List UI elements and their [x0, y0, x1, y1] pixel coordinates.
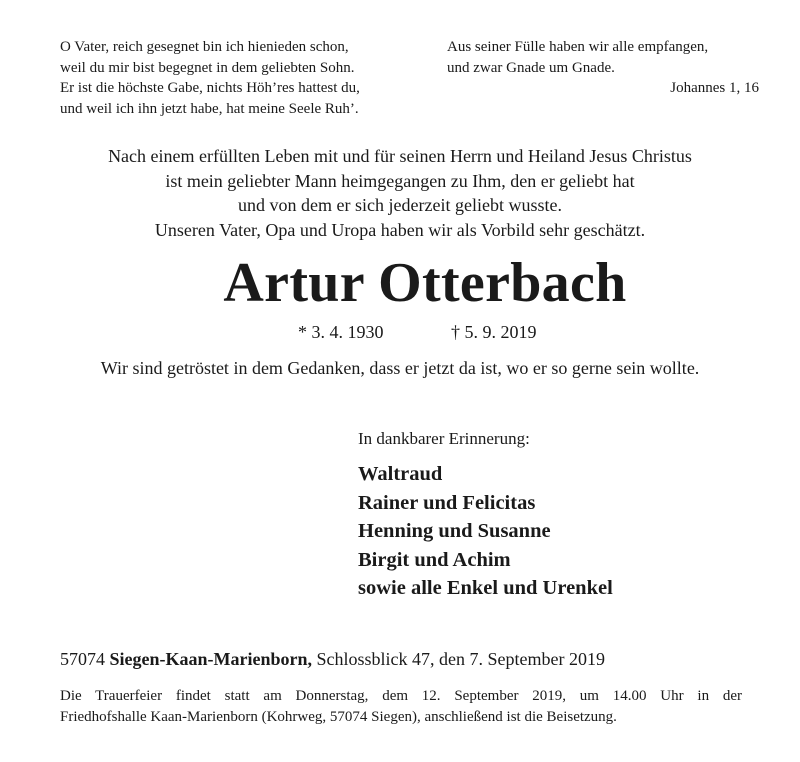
verse-line: Aus seiner Fülle haben wir alle empfangen, — [447, 39, 709, 55]
verse-line: und zwar Gnade um Gnade. — [447, 59, 615, 76]
funeral-line: Friedhofshalle Kaan-Marienborn (Kohrweg, 57074 Siegen), anschließend ist die Beisetzung. — [60, 708, 617, 725]
verse-line: weil du mir bist begegnet in dem geliebten Sohn. — [60, 59, 355, 76]
comfort-text: Wir sind getröstet in dem Gedanken, dass er jetzt da ist, wo er so gerne sein wollte. — [100, 358, 700, 378]
place-and-date — [60, 647, 605, 671]
birth-date: * 3. 4. 1930 — [298, 322, 384, 342]
intro-line: Nach einem erfüllten Leben mit und für seinen Herrn und Heiland Jesus Christus — [108, 146, 692, 166]
mourner-name: Birgit und Achim — [358, 548, 511, 571]
mourner-name: Henning und Susanne — [358, 520, 551, 542]
intro-line: ist mein geliebter Mann heimgegangen zu Ihm, den er geliebt hat — [165, 170, 635, 191]
intro-line: Unseren Vater, Opa und Uropa haben wir als Vorbild sehr geschätzt. — [154, 219, 646, 240]
mourners-list — [358, 460, 613, 603]
bible-verse — [447, 37, 759, 99]
postcode: 57074 — [60, 649, 105, 669]
death-date: † 5. 9. 2019 — [451, 322, 537, 342]
funeral-info — [60, 686, 742, 727]
verse-line: O Vater, reich gesegnet bin ich hienieden schon, — [60, 39, 349, 55]
mourner-name: sowie alle Enkel und Urenkel — [358, 577, 613, 599]
verse-line: und weil ich ihn jetzt habe, hat meine Seele Ruh’. — [60, 100, 359, 117]
intro-line: und von dem er sich jederzeit geliebt wusste. — [238, 195, 562, 215]
hymn-verse — [60, 37, 430, 119]
funeral-line: Die Trauerfeier findet statt am Donnerstag, dem 12. September 2019, um 14.00 Uhr in der — [60, 688, 742, 704]
deceased-name: Artur Otterbach — [223, 252, 627, 314]
mourner-name: Rainer und Felicitas — [358, 491, 536, 514]
verse-reference: Johannes 1, 16 — [670, 80, 759, 96]
intro-text — [30, 144, 770, 242]
verse-line: Er ist die höchste Gabe, nichts Höh’res hattest du, — [60, 80, 360, 96]
mourner-name: Waltraud — [358, 463, 443, 485]
thanks-heading: In dankbarer Erinnerung: — [358, 429, 530, 448]
address-date: Schlossblick 47, den 7. September 2019 — [316, 649, 605, 669]
town-name: Siegen-Kaan-Marienborn, — [109, 649, 312, 669]
